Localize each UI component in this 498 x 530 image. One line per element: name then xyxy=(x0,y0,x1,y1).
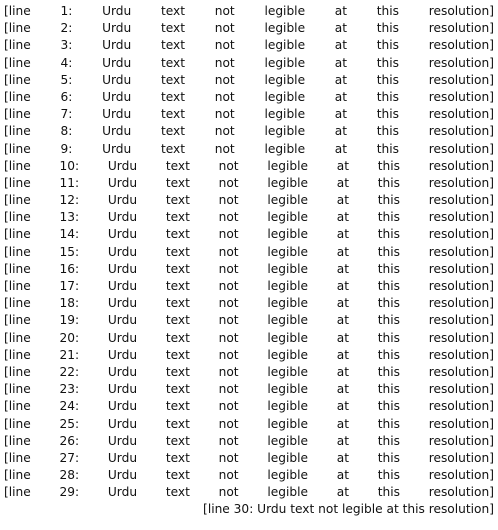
text-line-29: [line 29: Urdu text not legible at this resolution] xyxy=(4,485,494,500)
text-line-27: [line 27: Urdu text not legible at this resolution] xyxy=(4,450,494,465)
text-line-28: [line 28: Urdu text not legible at this resolution] xyxy=(4,468,494,483)
text-line-16: [line 16: Urdu text not legible at this resolution] xyxy=(4,261,494,276)
text-line-14: [line 14: Urdu text not legible at this resolution] xyxy=(4,227,494,242)
text-line-19: [line 19: Urdu text not legible at this resolution] xyxy=(4,313,494,328)
text-line-23: [line 23: Urdu text not legible at this resolution] xyxy=(4,382,494,397)
text-line-20: [line 20: Urdu text not legible at this resolution] xyxy=(4,330,494,345)
text-line-24: [line 24: Urdu text not legible at this resolution] xyxy=(4,399,494,414)
text-line-8: [line 8: Urdu text not legible at this resolution] xyxy=(4,124,494,139)
text-line-5: [line 5: Urdu text not legible at this resolution] xyxy=(4,72,494,87)
text-line-12: [line 12: Urdu text not legible at this resolution] xyxy=(4,193,494,208)
text-line-18: [line 18: Urdu text not legible at this resolution] xyxy=(4,296,494,311)
text-line-11: [line 11: Urdu text not legible at this resolution] xyxy=(4,175,494,190)
text-line-21: [line 21: Urdu text not legible at this resolution] xyxy=(4,347,494,362)
article-body xyxy=(4,3,494,519)
text-line-17: [line 17: Urdu text not legible at this resolution] xyxy=(4,279,494,293)
text-line-15: [line 15: Urdu text not legible at this resolution] xyxy=(4,244,494,259)
text-line-10: [line 10: Urdu text not legible at this resolution] xyxy=(4,158,494,173)
text-line-6: [line 6: Urdu text not legible at this resolution] xyxy=(4,89,494,104)
text-line-3: [line 3: Urdu text not legible at this resolution] xyxy=(4,38,494,53)
text-line-7: [line 7: Urdu text not legible at this resolution] xyxy=(4,107,494,122)
text-line-13: [line 13: Urdu text not legible at this resolution] xyxy=(4,210,494,225)
text-line-9: [line 9: Urdu text not legible at this resolution] xyxy=(4,141,494,156)
text-line-4: [line 4: Urdu text not legible at this resolution] xyxy=(4,55,494,70)
text-line-25: [line 25: Urdu text not legible at this resolution] xyxy=(4,416,494,431)
text-line-26: [line 26: Urdu text not legible at this resolution] xyxy=(4,433,494,448)
text-line-30: [line 30: Urdu text not legible at this resolution] xyxy=(203,502,494,517)
text-line-2: [line 2: Urdu text not legible at this resolution] xyxy=(4,21,494,36)
text-line-22: [line 22: Urdu text not legible at this resolution] xyxy=(4,364,494,379)
text-line-1: [line 1: Urdu text not legible at this resolution] xyxy=(4,4,494,18)
